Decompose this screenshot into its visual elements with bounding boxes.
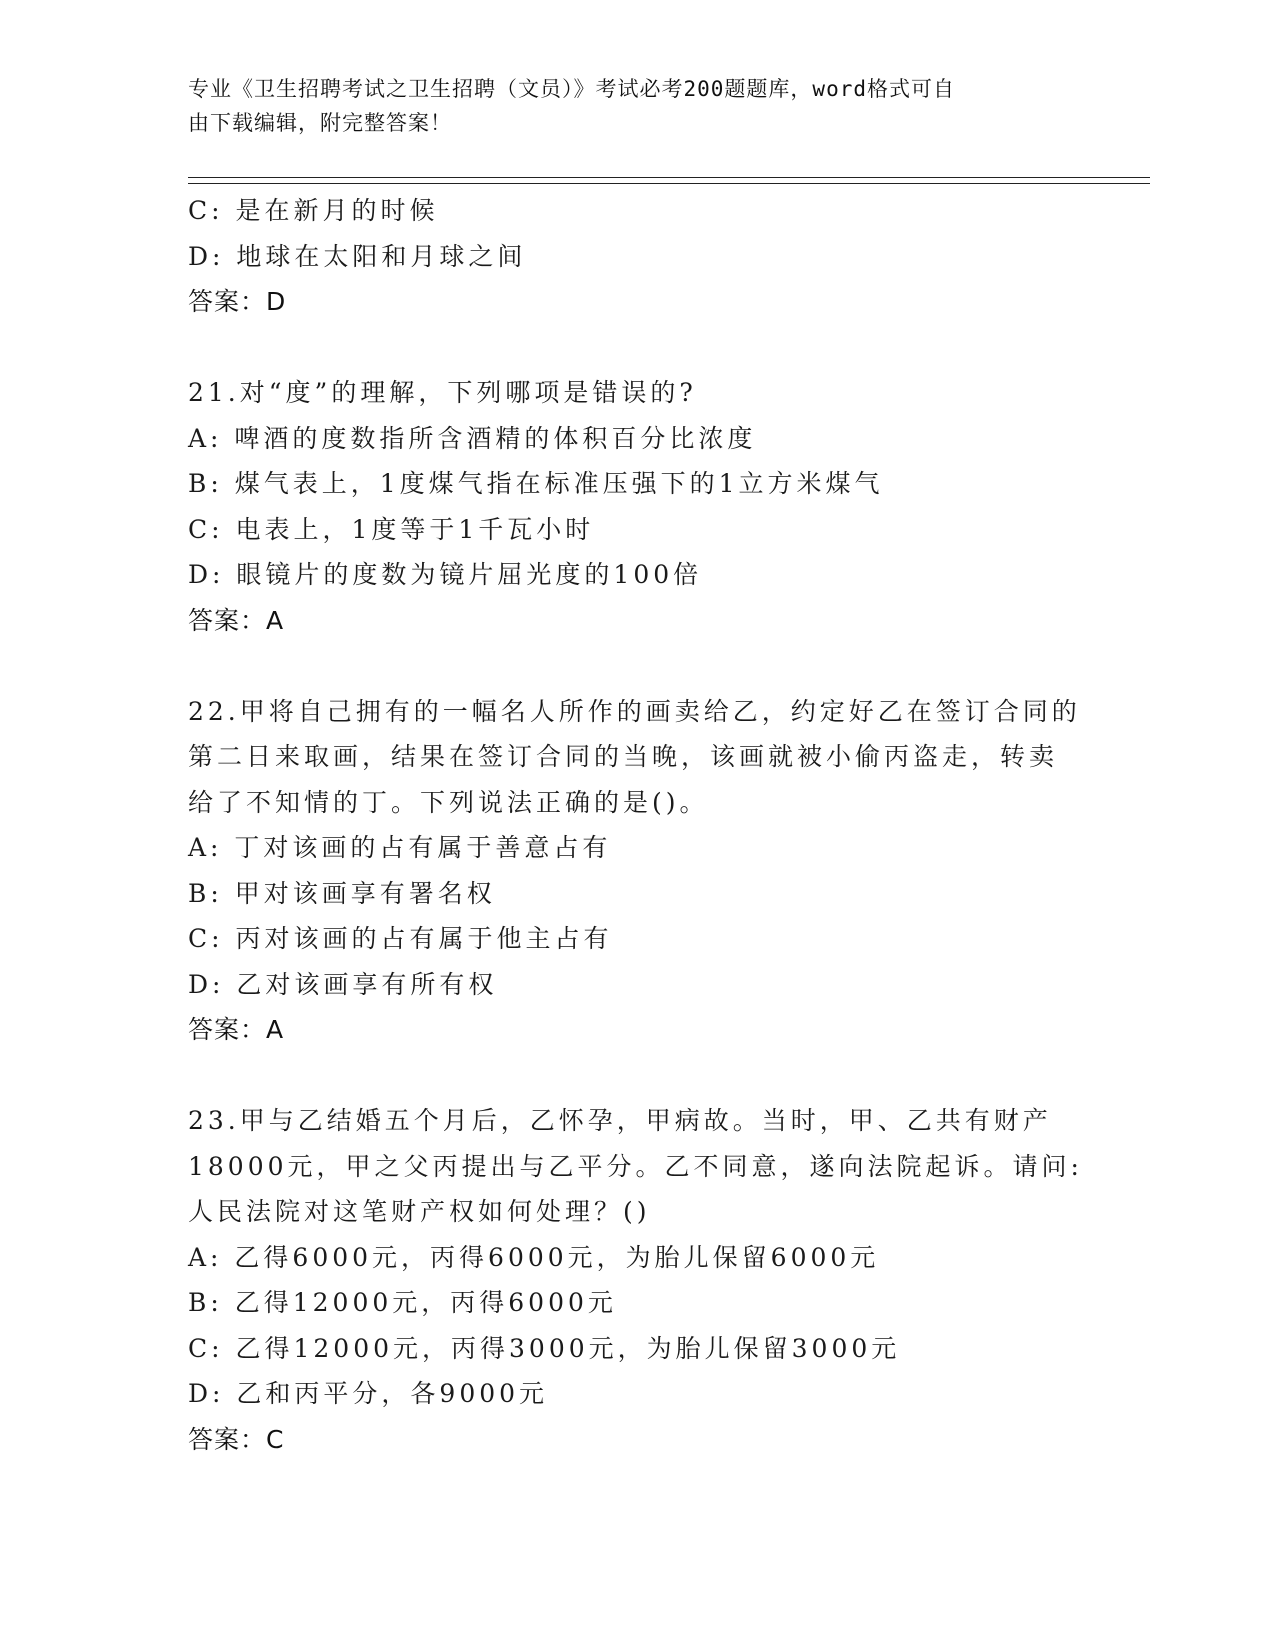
option-b: B: 甲对该画享有署名权 [188, 878, 496, 908]
question-text: 22.甲将自己拥有的一幅名人所作的画卖给乙，约定好乙在签订合同的 [188, 696, 1081, 726]
question-text: 第二日来取画，结果在签订合同的当晚，该画就被小偷丙盗走，转卖 [188, 742, 1059, 771]
document-header [188, 72, 1068, 140]
spacer [188, 325, 1088, 371]
header-rule-bottom [188, 183, 1150, 184]
question-block-23 [188, 1098, 1088, 1462]
header-line-2: 由下载编辑，附完整答案！ [188, 111, 452, 135]
question-block-prev [188, 188, 1088, 325]
option-d: D: 乙和丙平分，各9000元 [188, 1379, 549, 1408]
option-b: B: 煤气表上，1度煤气指在标准压强下的1立方米煤气 [188, 469, 884, 498]
option-a: A: 乙得6000元，丙得6000元，为胎儿保留6000元 [188, 1242, 880, 1272]
option-c: C: 电表上，1度等于1千瓦小时 [188, 514, 595, 544]
question-text: 18000元，甲之父丙提出与乙平分。乙不同意，遂向法院起诉。请问: [188, 1151, 1083, 1181]
option-a: A: 丁对该画的占有属于善意占有 [188, 833, 612, 862]
option-c: C: 丙对该画的占有属于他主占有 [188, 924, 613, 953]
option-c: C: 乙得12000元，丙得3000元，为胎儿保留3000元 [188, 1333, 901, 1363]
question-text: 给了不知情的丁。下列说法正确的是()。 [188, 787, 709, 817]
option-d: D: 乙对该画享有所有权 [188, 969, 498, 999]
question-text: 人民法院对这笔财产权如何处理？() [188, 1197, 651, 1226]
question-block-22 [188, 689, 1088, 1053]
answer-line: 答案：A [188, 1015, 285, 1044]
option-b: B: 乙得12000元，丙得6000元 [188, 1288, 617, 1317]
answer-line: 答案：D [188, 287, 287, 316]
spacer [188, 1053, 1088, 1099]
option-d: D: 地球在太阳和月球之间 [188, 241, 527, 271]
header-line-1: 专业《卫生招聘考试之卫生招聘（文员）》考试必考200题题库，word格式可自 [188, 77, 955, 101]
answer-line: 答案：A [188, 605, 285, 635]
option-a: A: 啤酒的度数指所含酒精的体积百分比浓度 [188, 423, 757, 453]
question-text: 23.甲与乙结婚五个月后，乙怀孕，甲病故。当时，甲、乙共有财产 [188, 1106, 1052, 1135]
header-rule-top [188, 177, 1150, 178]
question-text: 21.对“度”的理解，下列哪项是错误的? [188, 378, 697, 407]
option-d: D: 眼镜片的度数为镜片屈光度的100倍 [188, 560, 703, 589]
answer-line: 答案：C [188, 1424, 285, 1454]
question-list [188, 188, 1088, 1462]
question-block-21 [188, 370, 1088, 643]
spacer [188, 643, 1088, 689]
option-c: C: 是在新月的时候 [188, 196, 439, 225]
